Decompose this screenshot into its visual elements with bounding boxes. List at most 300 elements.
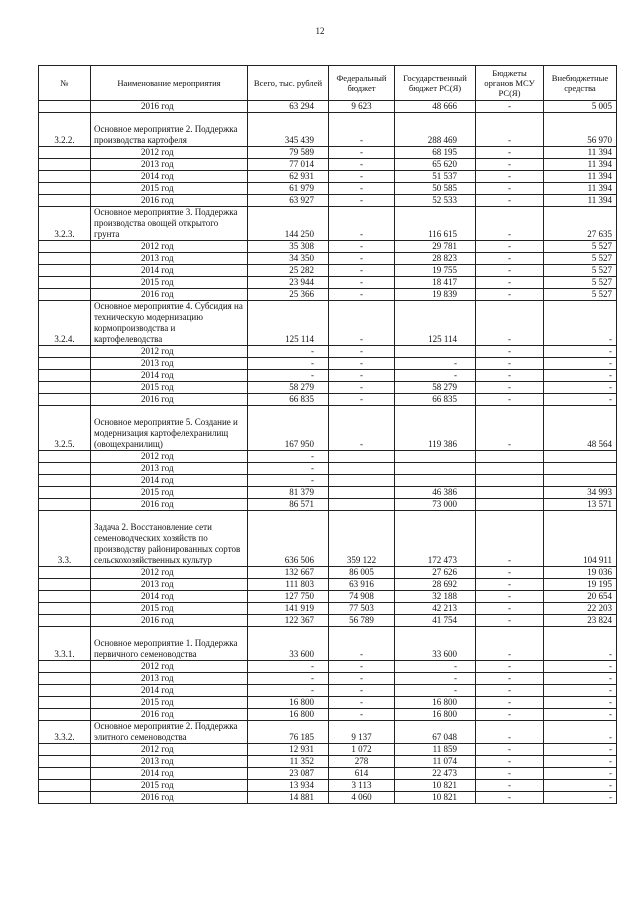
row-federal: - bbox=[329, 171, 395, 183]
row-total: 12 931 bbox=[248, 744, 329, 756]
row-name: 2015 год bbox=[91, 183, 248, 195]
row-extra: - bbox=[544, 685, 617, 697]
row-extra bbox=[544, 451, 617, 463]
row-number: 3.2.3. bbox=[39, 207, 91, 241]
row-local: - bbox=[476, 301, 544, 346]
row-extra: - bbox=[544, 346, 617, 358]
row-local: - bbox=[476, 756, 544, 768]
row-name: 2016 год bbox=[91, 499, 248, 511]
row-name: 2012 год bbox=[91, 567, 248, 579]
row-total: 25 282 bbox=[248, 265, 329, 277]
row-extra: 20 654 bbox=[544, 591, 617, 603]
row-local: - bbox=[476, 113, 544, 147]
row-total: - bbox=[248, 451, 329, 463]
page-number: 12 bbox=[315, 26, 325, 36]
row-total: 144 250 bbox=[248, 207, 329, 241]
row-local: - bbox=[476, 346, 544, 358]
header-federal: Федеральный бюджет bbox=[329, 66, 395, 101]
header-name: Наименование мероприятия bbox=[91, 66, 248, 101]
row-name: 2013 год bbox=[91, 579, 248, 591]
row-state: 29 781 bbox=[395, 241, 476, 253]
row-local: - bbox=[476, 159, 544, 171]
row-state: 52 533 bbox=[395, 195, 476, 207]
row-local bbox=[476, 463, 544, 475]
row-federal: - bbox=[329, 406, 395, 451]
row-number: 3.3.1. bbox=[39, 627, 91, 661]
row-extra: - bbox=[544, 780, 617, 792]
row-name: 2016 год bbox=[91, 289, 248, 301]
row-state: - bbox=[395, 661, 476, 673]
row-federal: 4 060 bbox=[329, 792, 395, 804]
row-local bbox=[476, 487, 544, 499]
row-federal: 614 bbox=[329, 768, 395, 780]
header-no: № bbox=[39, 66, 91, 101]
row-number bbox=[39, 289, 91, 301]
row-number: 3.2.2. bbox=[39, 113, 91, 147]
table-row-activity bbox=[39, 511, 617, 567]
table-row-year bbox=[39, 370, 617, 382]
row-state: 10 821 bbox=[395, 780, 476, 792]
row-extra: 5 527 bbox=[544, 289, 617, 301]
row-extra: - bbox=[544, 301, 617, 346]
row-total: - bbox=[248, 358, 329, 370]
row-name: 2013 год bbox=[91, 673, 248, 685]
row-local: - bbox=[476, 253, 544, 265]
row-number bbox=[39, 615, 91, 627]
row-federal: 77 503 bbox=[329, 603, 395, 615]
row-number: 3.2.4. bbox=[39, 301, 91, 346]
table-row-year bbox=[39, 346, 617, 358]
row-local: - bbox=[476, 685, 544, 697]
row-state: 58 279 bbox=[395, 382, 476, 394]
row-local bbox=[476, 499, 544, 511]
row-federal: - bbox=[329, 265, 395, 277]
row-extra: 13 571 bbox=[544, 499, 617, 511]
table-row-activity bbox=[39, 406, 617, 451]
row-total: 141 919 bbox=[248, 603, 329, 615]
row-state: 10 821 bbox=[395, 792, 476, 804]
row-total: 63 294 bbox=[248, 101, 329, 113]
row-local: - bbox=[476, 147, 544, 159]
row-local: - bbox=[476, 394, 544, 406]
row-number bbox=[39, 183, 91, 195]
row-number bbox=[39, 673, 91, 685]
row-name: 2012 год bbox=[91, 346, 248, 358]
table-row-activity bbox=[39, 207, 617, 241]
row-extra: 27 635 bbox=[544, 207, 617, 241]
row-extra: 22 203 bbox=[544, 603, 617, 615]
table-row-year bbox=[39, 673, 617, 685]
row-federal: - bbox=[329, 685, 395, 697]
table-row-year bbox=[39, 744, 617, 756]
table-row-year bbox=[39, 780, 617, 792]
row-name: 2014 год bbox=[91, 591, 248, 603]
row-local: - bbox=[476, 792, 544, 804]
row-state: 73 000 bbox=[395, 499, 476, 511]
table-row-year bbox=[39, 265, 617, 277]
header-local: Бюджеты органов МСУ РС(Я) bbox=[476, 66, 544, 101]
row-name: 2012 год bbox=[91, 661, 248, 673]
row-local: - bbox=[476, 627, 544, 661]
table-row-year bbox=[39, 603, 617, 615]
table-row-year bbox=[39, 394, 617, 406]
table-row-year bbox=[39, 463, 617, 475]
table-row-year bbox=[39, 499, 617, 511]
row-state: 172 473 bbox=[395, 511, 476, 567]
row-name: Основное мероприятие 4. Субсидия на техническую модернизацию кормопроизводства и картофелеводства bbox=[91, 301, 248, 346]
row-name: 2015 год bbox=[91, 277, 248, 289]
row-federal: - bbox=[329, 159, 395, 171]
row-local bbox=[476, 475, 544, 487]
row-local: - bbox=[476, 744, 544, 756]
row-name: 2012 год bbox=[91, 147, 248, 159]
row-total: 636 506 bbox=[248, 511, 329, 567]
row-name: 2014 год bbox=[91, 768, 248, 780]
row-total: 34 350 bbox=[248, 253, 329, 265]
row-extra: 5 527 bbox=[544, 253, 617, 265]
row-state: 51 537 bbox=[395, 171, 476, 183]
row-extra: 23 824 bbox=[544, 615, 617, 627]
row-local: - bbox=[476, 591, 544, 603]
row-state: 50 585 bbox=[395, 183, 476, 195]
row-federal bbox=[329, 463, 395, 475]
table-row-year bbox=[39, 451, 617, 463]
row-extra: - bbox=[544, 756, 617, 768]
row-local: - bbox=[476, 579, 544, 591]
table-row-year bbox=[39, 101, 617, 113]
row-number bbox=[39, 358, 91, 370]
row-federal: - bbox=[329, 301, 395, 346]
row-number bbox=[39, 756, 91, 768]
row-number bbox=[39, 277, 91, 289]
table-row-year bbox=[39, 615, 617, 627]
row-local: - bbox=[476, 661, 544, 673]
row-number bbox=[39, 265, 91, 277]
table-row-year bbox=[39, 159, 617, 171]
row-state: 41 754 bbox=[395, 615, 476, 627]
row-name: 2016 год bbox=[91, 101, 248, 113]
row-extra: 19 195 bbox=[544, 579, 617, 591]
header-state: Государственный бюджет РС(Я) bbox=[395, 66, 476, 101]
row-local: - bbox=[476, 697, 544, 709]
row-number bbox=[39, 195, 91, 207]
table-row-year bbox=[39, 195, 617, 207]
row-name: 2013 год bbox=[91, 253, 248, 265]
row-state: 68 195 bbox=[395, 147, 476, 159]
row-total: 62 931 bbox=[248, 171, 329, 183]
row-federal: 63 916 bbox=[329, 579, 395, 591]
row-federal: 278 bbox=[329, 756, 395, 768]
row-state: 11 859 bbox=[395, 744, 476, 756]
row-local: - bbox=[476, 721, 544, 744]
row-total: 127 750 bbox=[248, 591, 329, 603]
row-state bbox=[395, 451, 476, 463]
row-total: 16 800 bbox=[248, 709, 329, 721]
row-extra: 48 564 bbox=[544, 406, 617, 451]
row-federal: 9 623 bbox=[329, 101, 395, 113]
row-federal: - bbox=[329, 147, 395, 159]
row-local: - bbox=[476, 511, 544, 567]
row-extra: - bbox=[544, 358, 617, 370]
row-federal: - bbox=[329, 673, 395, 685]
row-name: Основное мероприятие 3. Поддержка производства овощей открытого грунта bbox=[91, 207, 248, 241]
table-row-year bbox=[39, 756, 617, 768]
table-row-year bbox=[39, 382, 617, 394]
table-row-year bbox=[39, 277, 617, 289]
row-federal: - bbox=[329, 253, 395, 265]
row-name: 2016 год bbox=[91, 792, 248, 804]
row-total: 58 279 bbox=[248, 382, 329, 394]
row-local: - bbox=[476, 567, 544, 579]
row-total: 86 571 bbox=[248, 499, 329, 511]
row-state: 16 800 bbox=[395, 697, 476, 709]
row-federal: - bbox=[329, 113, 395, 147]
row-total: 63 927 bbox=[248, 195, 329, 207]
row-state: 67 048 bbox=[395, 721, 476, 744]
row-name: Задача 2. Восстановление сети семеноводческих хозяйств по производству районированных сортов сельскохозяйственных культур bbox=[91, 511, 248, 567]
row-total: - bbox=[248, 673, 329, 685]
row-extra: 104 911 bbox=[544, 511, 617, 567]
row-name: 2014 год bbox=[91, 171, 248, 183]
row-federal: - bbox=[329, 183, 395, 195]
row-number: 3.2.5. bbox=[39, 406, 91, 451]
row-name: 2015 год bbox=[91, 382, 248, 394]
row-total: 35 308 bbox=[248, 241, 329, 253]
row-total: 345 439 bbox=[248, 113, 329, 147]
row-local: - bbox=[476, 358, 544, 370]
row-name: 2014 год bbox=[91, 685, 248, 697]
row-local: - bbox=[476, 277, 544, 289]
row-local: - bbox=[476, 615, 544, 627]
row-federal: - bbox=[329, 277, 395, 289]
row-name: 2013 год bbox=[91, 463, 248, 475]
row-name: 2013 год bbox=[91, 358, 248, 370]
table-row-year bbox=[39, 487, 617, 499]
header-total: Всего, тыс. рублей bbox=[248, 66, 329, 101]
row-name: Основное мероприятие 1. Поддержка первичного семеноводства bbox=[91, 627, 248, 661]
row-extra: 5 527 bbox=[544, 277, 617, 289]
row-local: - bbox=[476, 673, 544, 685]
row-state: - bbox=[395, 358, 476, 370]
row-total: 13 934 bbox=[248, 780, 329, 792]
row-local: - bbox=[476, 370, 544, 382]
row-total: 79 589 bbox=[248, 147, 329, 159]
row-state: 42 213 bbox=[395, 603, 476, 615]
row-total: 77 014 bbox=[248, 159, 329, 171]
row-state: 22 473 bbox=[395, 768, 476, 780]
row-total: - bbox=[248, 475, 329, 487]
row-state bbox=[395, 475, 476, 487]
row-state: 32 188 bbox=[395, 591, 476, 603]
row-name: 2016 год bbox=[91, 195, 248, 207]
row-state: 65 620 bbox=[395, 159, 476, 171]
row-name: 2015 год bbox=[91, 487, 248, 499]
row-federal: - bbox=[329, 207, 395, 241]
row-number bbox=[39, 159, 91, 171]
row-state: 116 615 bbox=[395, 207, 476, 241]
row-extra: - bbox=[544, 709, 617, 721]
row-state: 19 839 bbox=[395, 289, 476, 301]
row-extra bbox=[544, 463, 617, 475]
row-federal: - bbox=[329, 346, 395, 358]
row-name: Основное мероприятие 2. Поддержка производства картофеля bbox=[91, 113, 248, 147]
row-federal: - bbox=[329, 697, 395, 709]
row-name: 2014 год bbox=[91, 265, 248, 277]
row-federal: - bbox=[329, 241, 395, 253]
row-name: 2016 год bbox=[91, 709, 248, 721]
row-number bbox=[39, 171, 91, 183]
table-row-year bbox=[39, 579, 617, 591]
row-federal: 74 908 bbox=[329, 591, 395, 603]
row-extra: - bbox=[544, 721, 617, 744]
row-extra: 11 394 bbox=[544, 159, 617, 171]
row-name: 2013 год bbox=[91, 756, 248, 768]
table-row-year bbox=[39, 289, 617, 301]
row-total: 16 800 bbox=[248, 697, 329, 709]
row-total: 61 979 bbox=[248, 183, 329, 195]
row-state: 48 666 bbox=[395, 101, 476, 113]
table-row-year bbox=[39, 697, 617, 709]
row-state: - bbox=[395, 685, 476, 697]
row-extra: 34 993 bbox=[544, 487, 617, 499]
table-row-year bbox=[39, 709, 617, 721]
row-number bbox=[39, 792, 91, 804]
row-local: - bbox=[476, 207, 544, 241]
row-local: - bbox=[476, 195, 544, 207]
row-number bbox=[39, 475, 91, 487]
row-number bbox=[39, 697, 91, 709]
row-number: 3.3.2. bbox=[39, 721, 91, 744]
row-name: 2015 год bbox=[91, 780, 248, 792]
table-row-year bbox=[39, 685, 617, 697]
row-extra: 5 005 bbox=[544, 101, 617, 113]
row-state: 66 835 bbox=[395, 394, 476, 406]
row-federal: - bbox=[329, 358, 395, 370]
row-extra: - bbox=[544, 744, 617, 756]
row-name: Основное мероприятие 5. Создание и модернизация картофелехранилищ (овощехранилищ) bbox=[91, 406, 248, 451]
table-row-year bbox=[39, 661, 617, 673]
row-total: - bbox=[248, 661, 329, 673]
row-total: 14 881 bbox=[248, 792, 329, 804]
row-total: 23 087 bbox=[248, 768, 329, 780]
row-number bbox=[39, 487, 91, 499]
row-total: 76 185 bbox=[248, 721, 329, 744]
row-state: 11 074 bbox=[395, 756, 476, 768]
table-row-year bbox=[39, 792, 617, 804]
row-local: - bbox=[476, 241, 544, 253]
row-total: 132 667 bbox=[248, 567, 329, 579]
row-federal: - bbox=[329, 627, 395, 661]
row-extra bbox=[544, 475, 617, 487]
row-total: 66 835 bbox=[248, 394, 329, 406]
row-federal: - bbox=[329, 289, 395, 301]
row-local: - bbox=[476, 603, 544, 615]
table-row-year bbox=[39, 358, 617, 370]
row-name: 2013 год bbox=[91, 159, 248, 171]
row-state: 19 755 bbox=[395, 265, 476, 277]
row-number bbox=[39, 709, 91, 721]
row-name: 2014 год bbox=[91, 370, 248, 382]
row-total: - bbox=[248, 370, 329, 382]
row-number bbox=[39, 463, 91, 475]
table-row-year bbox=[39, 183, 617, 195]
row-name: 2016 год bbox=[91, 615, 248, 627]
row-extra: 11 394 bbox=[544, 147, 617, 159]
row-federal bbox=[329, 475, 395, 487]
row-state: 125 114 bbox=[395, 301, 476, 346]
row-state: - bbox=[395, 370, 476, 382]
header-extra: Внебюджетные средства bbox=[544, 66, 617, 101]
row-local: - bbox=[476, 289, 544, 301]
row-extra: 11 394 bbox=[544, 183, 617, 195]
row-extra: 56 970 bbox=[544, 113, 617, 147]
row-total: 81 379 bbox=[248, 487, 329, 499]
row-total: 125 114 bbox=[248, 301, 329, 346]
row-state: 18 417 bbox=[395, 277, 476, 289]
row-local: - bbox=[476, 101, 544, 113]
row-total: 33 600 bbox=[248, 627, 329, 661]
row-name: 2016 год bbox=[91, 394, 248, 406]
row-federal: 1 072 bbox=[329, 744, 395, 756]
row-extra: - bbox=[544, 627, 617, 661]
row-number bbox=[39, 394, 91, 406]
row-local: - bbox=[476, 265, 544, 277]
row-number bbox=[39, 382, 91, 394]
row-total: 111 803 bbox=[248, 579, 329, 591]
table-row-activity bbox=[39, 721, 617, 744]
table-row-year bbox=[39, 147, 617, 159]
row-extra: - bbox=[544, 673, 617, 685]
row-federal: - bbox=[329, 370, 395, 382]
row-federal: - bbox=[329, 709, 395, 721]
row-federal bbox=[329, 487, 395, 499]
row-state: - bbox=[395, 673, 476, 685]
table-row-year bbox=[39, 241, 617, 253]
row-extra: - bbox=[544, 697, 617, 709]
row-federal: 56 789 bbox=[329, 615, 395, 627]
row-state bbox=[395, 346, 476, 358]
row-name: 2012 год bbox=[91, 241, 248, 253]
row-number bbox=[39, 591, 91, 603]
row-total: 122 367 bbox=[248, 615, 329, 627]
table-body bbox=[39, 101, 617, 804]
row-extra: - bbox=[544, 768, 617, 780]
row-total: 25 366 bbox=[248, 289, 329, 301]
row-extra: 19 036 bbox=[544, 567, 617, 579]
row-local: - bbox=[476, 406, 544, 451]
row-federal: 9 137 bbox=[329, 721, 395, 744]
row-federal: - bbox=[329, 661, 395, 673]
row-federal: 359 122 bbox=[329, 511, 395, 567]
row-state: 33 600 bbox=[395, 627, 476, 661]
row-local: - bbox=[476, 171, 544, 183]
row-number bbox=[39, 253, 91, 265]
row-local: - bbox=[476, 183, 544, 195]
row-number bbox=[39, 661, 91, 673]
row-number bbox=[39, 579, 91, 591]
row-extra: 11 394 bbox=[544, 195, 617, 207]
row-number bbox=[39, 241, 91, 253]
row-extra: 11 394 bbox=[544, 171, 617, 183]
row-state: 28 692 bbox=[395, 579, 476, 591]
row-state bbox=[395, 463, 476, 475]
row-number bbox=[39, 101, 91, 113]
row-local: - bbox=[476, 768, 544, 780]
row-name: Основное мероприятие 2. Поддержка элитного семеноводства bbox=[91, 721, 248, 744]
row-federal: 3 113 bbox=[329, 780, 395, 792]
row-total: - bbox=[248, 463, 329, 475]
table-header-row bbox=[39, 66, 617, 101]
